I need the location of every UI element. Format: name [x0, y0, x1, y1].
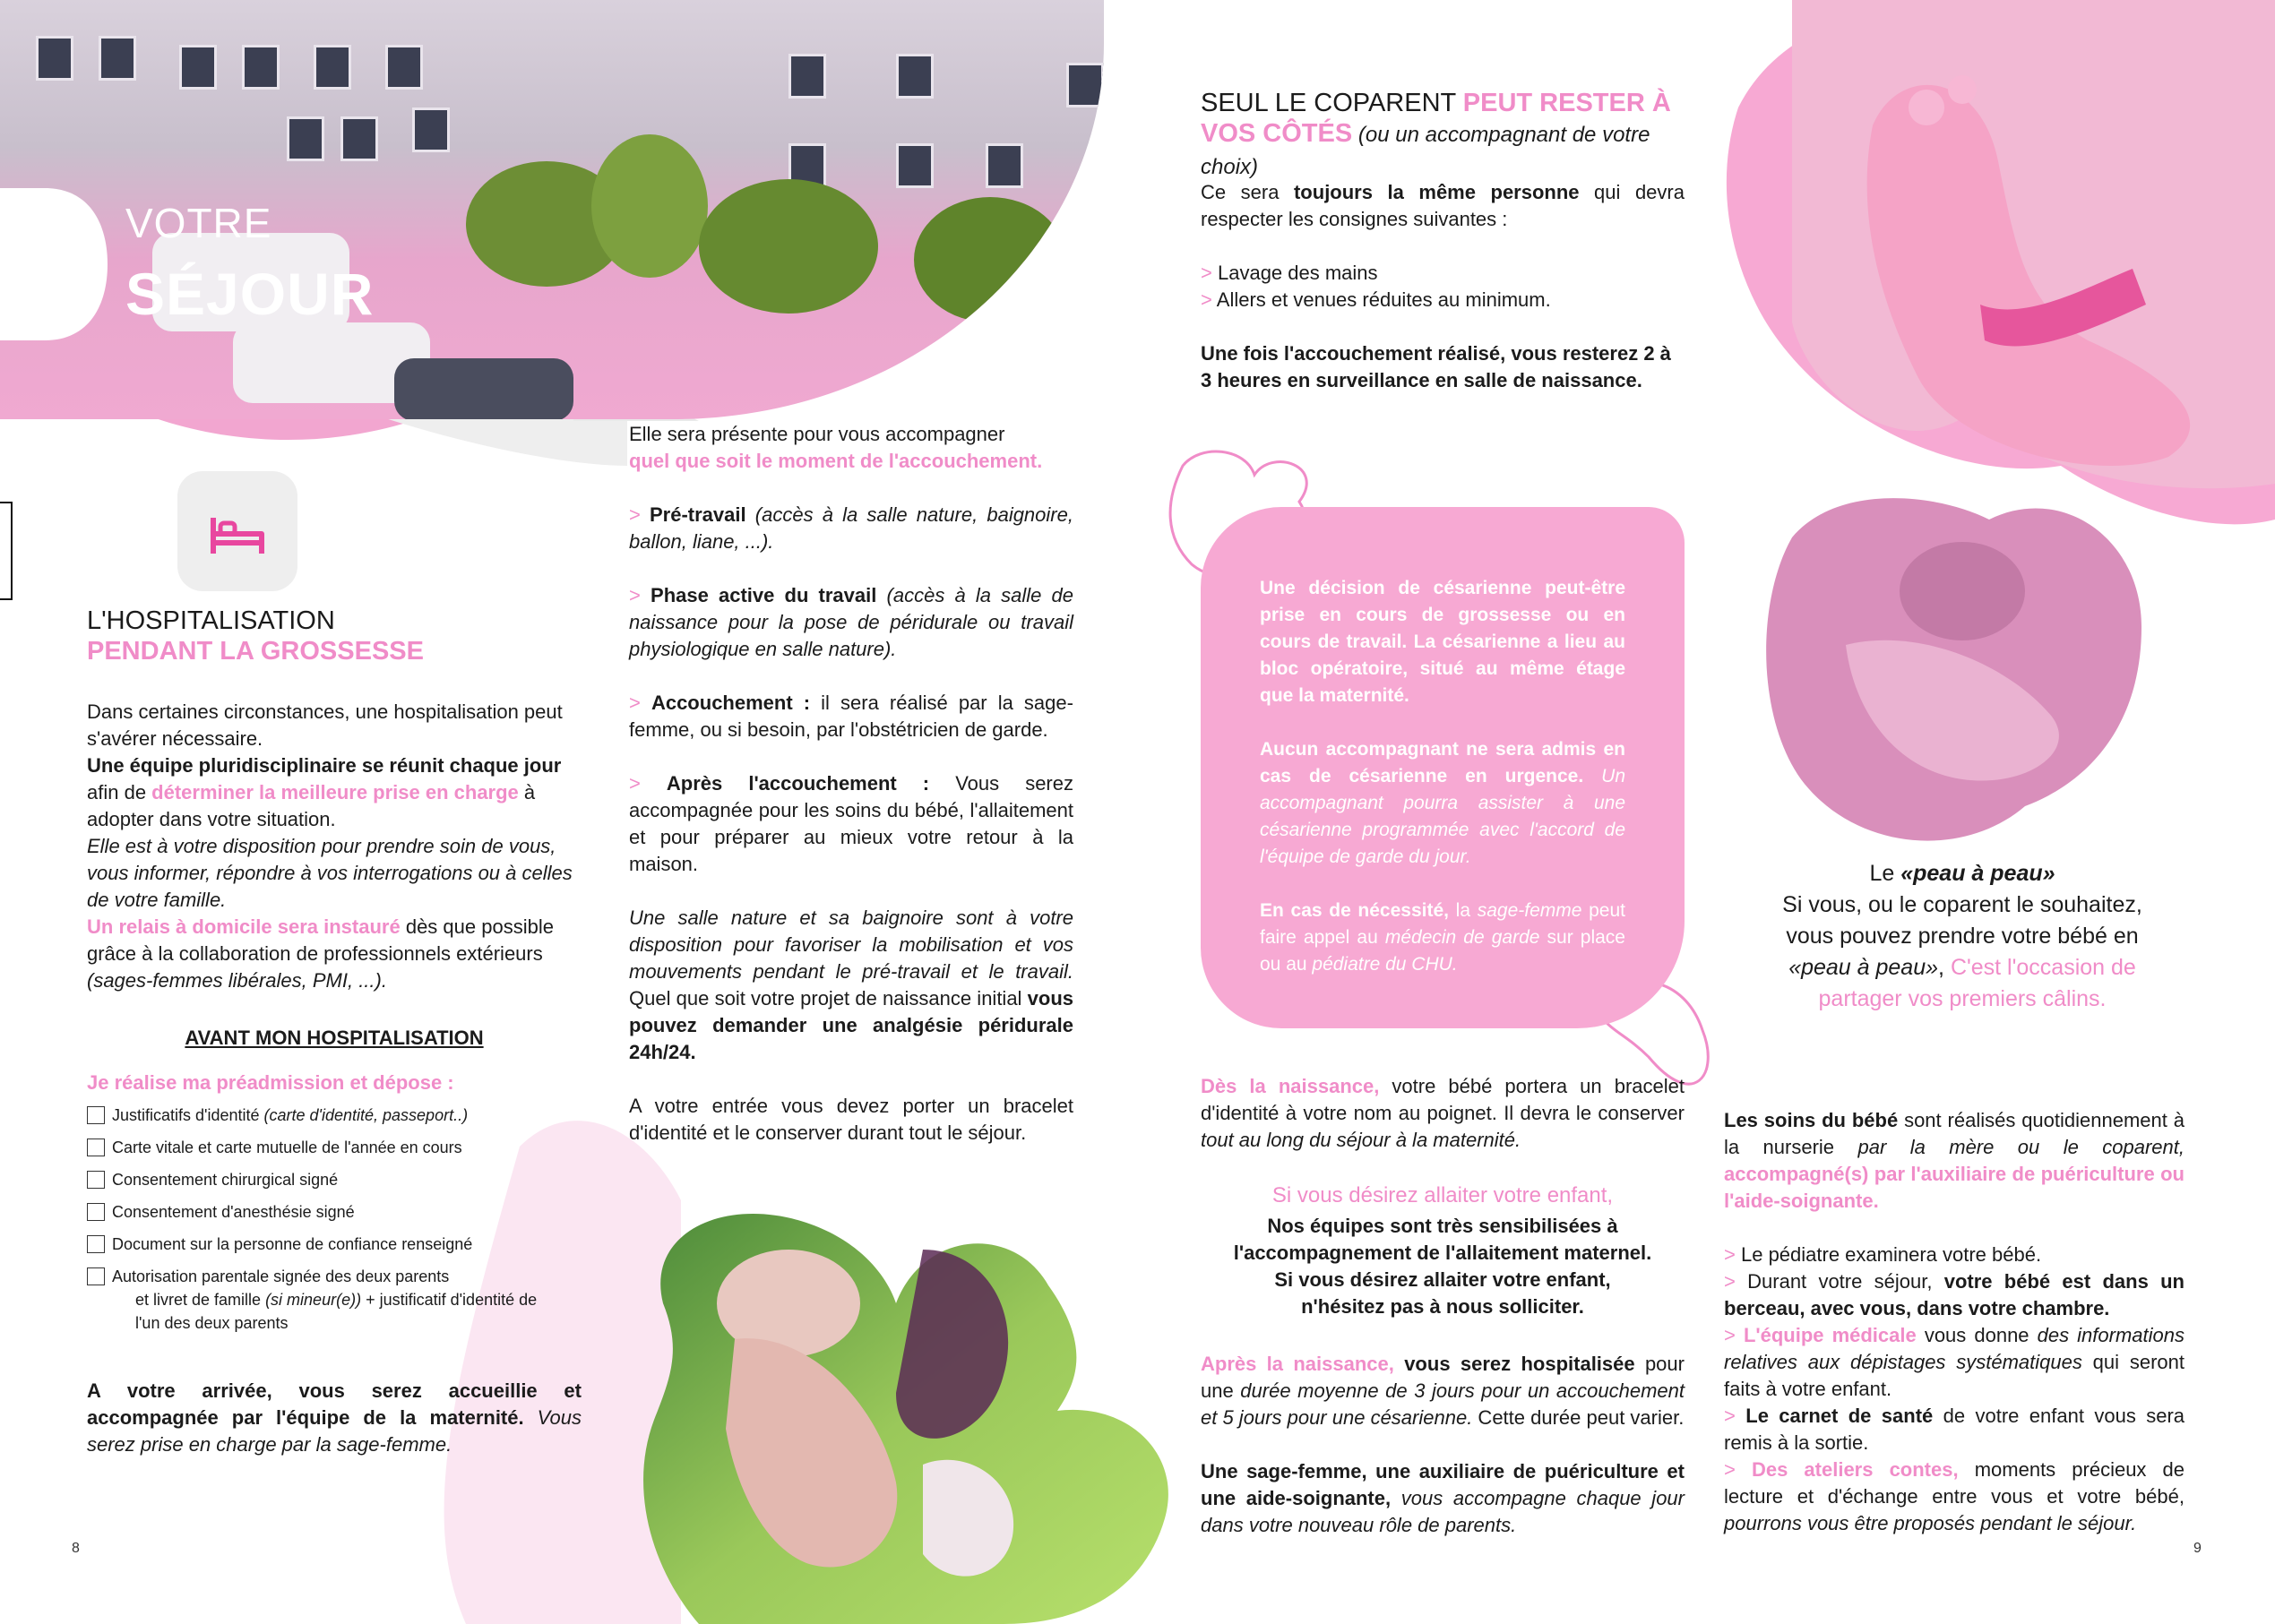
surveillance-text: Une fois l'accouchement réalisé, vous resterez 2 à 3 heures en surveillance en salle de naissance. — [1201, 342, 1671, 391]
baby-foot-photo — [1792, 0, 2275, 493]
bed-icon — [177, 471, 297, 591]
soins-item: > Le pédiatre examinera votre bébé. — [1724, 1243, 2042, 1266]
allaitement-block: Si vous désirez allaiter votre enfant, Nos équipes sont très sensibilisées à l'accompagnement de l'allaitement maternel. Si vous désirez allaiter votre enfant, n'hésitez pas à nous solliciter. — [1233, 1183, 1652, 1318]
step-item: > Phase active du travail (accès à la salle de naissance pour la pose de péridurale ou travail physiologique en salle nature). — [629, 584, 1073, 660]
nature-text: Une salle nature et sa baignoire sont à votre disposition pour favoriser la mobilisation et vos mouvements pendant le pré-travail et le travail. Quel que soit votre projet de naissance initial vous pouvez demander une analgésie péridurale 24h/24. — [629, 907, 1073, 1063]
intro-p2-b: à adopter dans votre situation. — [87, 781, 536, 830]
checklist-item[interactable]: Consentement chirurgical signé — [87, 1168, 589, 1191]
checkbox[interactable] — [87, 1267, 105, 1285]
checklist-item[interactable]: Consentement d'anesthésie signé — [87, 1200, 589, 1224]
section-title-line-2: PENDANT LA GROSSESSE — [87, 637, 424, 666]
peau-a-peau-block: Le «peau à peau» Si vous, ou le coparent le souhaitez, vous pouvez prendre votre bébé en «peau à peau», C'est l'occasion de partager vos premiers câlins. — [1782, 861, 2142, 1011]
intro-p1: Dans certaines circonstances, une hospitalisation peut s'avérer nécessaire. — [87, 700, 563, 750]
step-item: > Après l'accouchement : Vous serez accompagnée pour les soins du bébé, l'allaitement et pour préparer au mieux votre retour à la maison. — [629, 772, 1073, 875]
intro-p4-a: dès que possible grâce à la collaboration de professionnels extérieurs — [87, 915, 554, 965]
naissance-text: Dès la naissance, votre bébé portera un bracelet d'identité à votre nom au poignet. Il devra le conserver tout au long du séjour à la maternité. — [1201, 1075, 1685, 1151]
section-title — [87, 606, 424, 666]
bracelet-text: A votre entrée vous devez porter un bracelet d'identité et le conserver durant tout le séjour. — [629, 1095, 1073, 1144]
intro-p3: Elle est à votre disposition pour prendre soin de vous, vous informer, répondre à vos interrogations ou à celles de votre famille. — [87, 835, 573, 911]
checkbox[interactable] — [87, 1235, 105, 1253]
checkbox[interactable] — [87, 1139, 105, 1156]
step-item: > Pré-travail (accès à la salle nature, baignoire, ballon, liane, ...). — [629, 503, 1073, 553]
title-line-2: SÉJOUR — [125, 261, 375, 327]
checklist-item[interactable]: Justificatifs d'identité (carte d'identité, passeport..) — [87, 1104, 589, 1127]
newborn-photo — [627, 1196, 1183, 1624]
intro-p4-italic: (sages-femmes libérales, PMI, ...). — [87, 969, 387, 992]
page-number-right: 9 — [2193, 1541, 2202, 1556]
soins-item: > Durant votre séjour, votre bébé est dans un berceau, avec vous, dans votre chambre. — [1724, 1270, 2185, 1319]
checklist-item[interactable]: Autorisation parentale signée des deux parents et livret de famille (si mineur(e)) + justificatif d'identité de l'un des deux parents — [87, 1265, 589, 1335]
soins-item: > Le carnet de santé de votre enfant vous sera remis à la sortie. — [1724, 1405, 2185, 1454]
intro-p2-bold: Une équipe pluridisciplinaire se réunit chaque jour — [87, 754, 562, 777]
soins-item: > L'équipe médicale vous donne des informations relatives aux dépistages systématiques qui seront faits à votre enfant. — [1724, 1324, 2185, 1400]
section-title-line-1: L'HOSPITALISATION — [87, 606, 335, 635]
checklist — [87, 1104, 589, 1344]
avant-title: AVANT MON HOSPITALISATION — [185, 1027, 484, 1049]
rule-item: > Lavage des mains — [1201, 262, 1378, 284]
skin-to-skin-photo — [1756, 484, 2150, 851]
intro-text — [87, 699, 582, 994]
page-number-left: 8 — [72, 1541, 80, 1556]
checkbox[interactable] — [87, 1203, 105, 1221]
soins-item: > Des ateliers contes, moments précieux de lecture et d'échange entre vous et votre bébé, pourrons vous être proposés pendant le séjour. — [1724, 1458, 2185, 1534]
intro-p2-pink: déterminer la meilleure prise en charge — [151, 781, 519, 803]
middle-text: Elle sera présente pour vous accompagner quel que soit le moment de l'accouchement. > Pré-travail (accès à la salle nature, baignoire, ballon, liane, ...). > Phase active du travail (accès à la salle de naissance pour la pose de péridurale ou travail physiologique en salle nature). > Accouchement : il sera réalisé par la sage-femme, ou si besoin, par l'obstétricien de garde. > Après l'accouchement : Vous serez accompagnée pour les soins du bébé, l'allaitement et pour préparer au mieux votre retour à la maison. Une salle nature et sa baignoire sont à votre disposition pour favoriser la mobilisation et vos mouvements pendant le pré-travail et le travail. Quel que soit votre projet de naissance initial vous pouvez demander une analgésie péridurale 24h/24. A votre entrée vous devez porter un bracelet d'identité et le conserver durant tout le séjour. — [629, 421, 1073, 1147]
apres-text: Après la naissance, vous serez hospitalisée pour une durée moyenne de 3 jours pour un accouchement et 5 jours pour une césarienne. Cette durée peut varier. Une sage-femme, une auxiliaire de puériculture et une aide-soignante, vous accompagne chaque jour dans votre nouveau rôle de parents. — [1201, 1353, 1685, 1536]
title-line-1: VOTRE — [125, 200, 272, 246]
preadmission-label: Je réalise ma préadmission et dépose : — [87, 1071, 454, 1094]
checklist-item[interactable]: Document sur la personne de confiance renseigné — [87, 1233, 589, 1256]
step-item: > Accouchement : il sera réalisé par la sage-femme, ou si besoin, par l'obstétricien de garde. — [629, 692, 1073, 741]
intro-p2-a: afin de — [87, 781, 152, 803]
intro-p4-pink: Un relais à domicile sera instauré — [87, 915, 401, 938]
title-tab-shape — [0, 188, 116, 340]
arrival-text: A votre arrivée, vous serez accueillie et accompagnée par l'équipe de la maternité. Vous serez prise en charge par la sage-femme. — [87, 1379, 582, 1456]
rule-item: > Allers et venues réduites au minimum. — [1201, 288, 1551, 311]
soins-text: Les soins du bébé sont réalisés quotidiennement à la nurserie par la mère ou le coparent, accompagné(s) par l'auxiliaire de puériculture ou l'aide-soignante. > Le pédiatre examinera votre bébé. > Durant votre séjour, votre bébé est dans un berceau, avec vous, dans votre chambre. > L'équipe médicale vous donne des informations relatives aux dépistages systématiques qui seront faits à votre enfant. > Le carnet de santé de votre enfant vous sera remis à la sortie. > Des ateliers contes, moments précieux de lecture et d'échange entre vous et votre bébé, pourrons vous être proposés pendant le séjour. — [1724, 1107, 2185, 1537]
checklist-item[interactable]: Carte vitale et carte mutuelle de l'année en cours — [87, 1136, 589, 1159]
checkbox[interactable] — [87, 1171, 105, 1189]
page-edge-mark — [0, 502, 13, 600]
coparent-heading: SEUL LE COPARENT PEUT RESTER À VOS CÔTÉS (ou un accompagnant de votre choix) — [1201, 89, 1671, 179]
coparent-text: Ce sera toujours la même personne qui devra respecter les consignes suivantes : > Lavage des mains > Allers et venues réduites au minimum. Une fois l'accouchement réalisé, vous resterez 2 à 3 heures en surveillance en salle de naissance. — [1201, 179, 1685, 394]
checkbox[interactable] — [87, 1106, 105, 1124]
cesarienne-text: Une décision de césarienne peut-être prise en cours de grossesse ou en cours de travail. La césarienne a lieu au bloc opératoire, situé au même étage que la maternité. Aucun accompagnant ne sera admis en cas de césarienne en urgence. Un accompagnant pourra assister à une césarienne programmée avec l'accord de l'équipe de garde du jour. En cas de nécessité, la sage-femme peut faire appel au médecin de garde sur place ou au pédiatre du CHU. — [1260, 578, 1625, 975]
